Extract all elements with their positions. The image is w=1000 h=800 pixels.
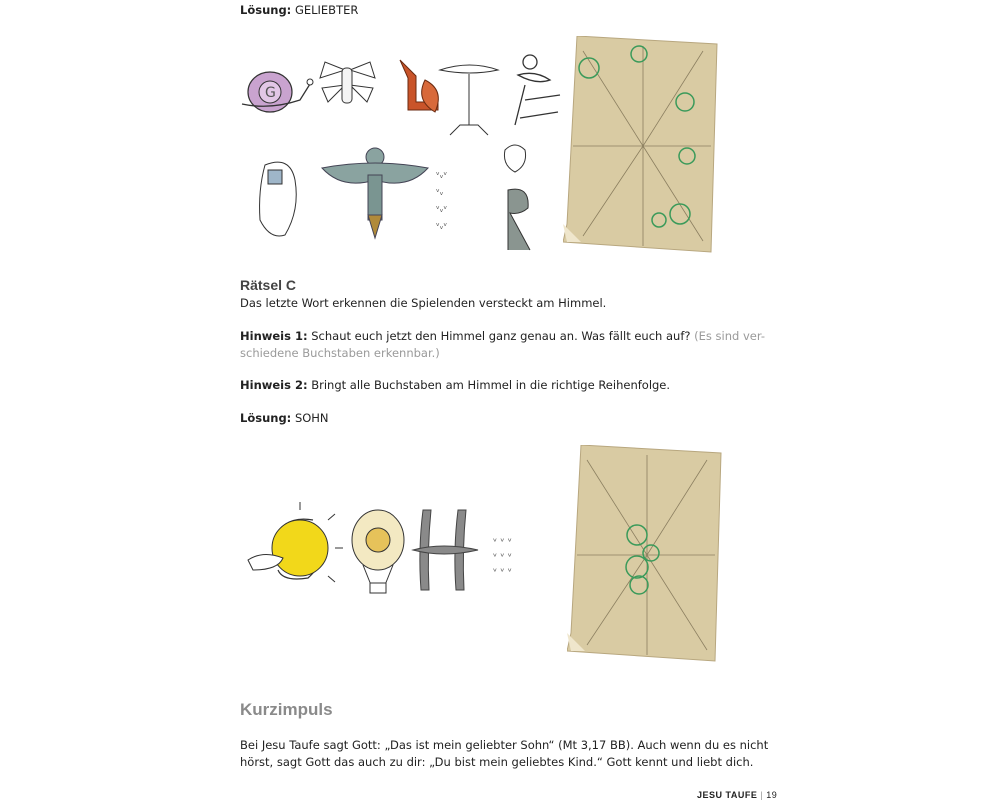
letter-illustrations-sohn	[243, 500, 573, 600]
svg-text:ᵛᵥᵛ: ᵛᵥᵛ	[436, 205, 448, 215]
balloon-letter-o	[352, 510, 404, 593]
svg-text:ᵛᵥᵛ: ᵛᵥᵛ	[436, 171, 448, 181]
snail-letter-g	[242, 72, 313, 112]
cloud-letter-h	[413, 510, 478, 590]
hint-1-aside-continued: schiedene Buchstaben erkennbar.)	[240, 346, 440, 360]
squirrel-letter-l	[400, 60, 438, 112]
svg-text:ᵛᵥ: ᵛᵥ	[436, 188, 444, 198]
flower-letter-r	[504, 145, 530, 250]
solution-c: Lösung: SOHN	[240, 411, 329, 425]
sun-letter-s	[248, 502, 343, 582]
page-footer: JESU TAUFE | 19	[697, 790, 778, 800]
riddle-c-intro: Das letzte Wort erkennen die Spielenden versteckt am Himmel.	[240, 296, 607, 310]
letter-illustrations-geliebter	[240, 40, 570, 260]
sky-poster-2	[567, 445, 723, 663]
kurzimpuls-line-2: hörst, sagt Gott das auch zu dir: „Du bist mein geliebtes Kind.“ Gott kennt und liebt dich.	[240, 755, 754, 769]
sky-poster-1	[563, 36, 719, 254]
birds-letter-n	[493, 537, 512, 578]
solution-b: Lösung: GELIEBTER	[240, 3, 359, 17]
bird-letter-e	[515, 55, 560, 125]
birds-letter-e	[436, 171, 448, 232]
riddle-c-title: Rätsel C	[240, 277, 297, 293]
hint-1: Hinweis 1: Schaut euch jetzt den Himmel ganz genau an. Was fällt euch auf? (Es sind ver-	[240, 329, 765, 343]
raven-letter-b	[260, 162, 297, 236]
butterfly-letter-e	[320, 62, 375, 103]
svg-text:ᵛ ᵛ ᵛ: ᵛ ᵛ ᵛ	[493, 537, 512, 548]
svg-text:ᵛ ᵛ ᵛ: ᵛ ᵛ ᵛ	[493, 567, 512, 578]
eagle-letter-t	[322, 148, 428, 238]
hint-2: Hinweis 2: Bringt alle Buchstaben am Himmel in die richtige Reihenfolge.	[240, 378, 671, 392]
svg-text:G: G	[265, 85, 276, 101]
kurzimpuls-title: Kurzimpuls	[240, 700, 333, 719]
kurzimpuls-line-1: Bei Jesu Taufe sagt Gott: „Das ist mein geliebter Sohn“ (Mt 3,17 BB). Auch wenn du es nicht	[240, 738, 769, 752]
svg-text:ᵛ ᵛ ᵛ: ᵛ ᵛ ᵛ	[493, 552, 512, 563]
svg-text:ᵛᵥᵛ: ᵛᵥᵛ	[436, 222, 448, 232]
flower-letter-i	[440, 65, 498, 135]
